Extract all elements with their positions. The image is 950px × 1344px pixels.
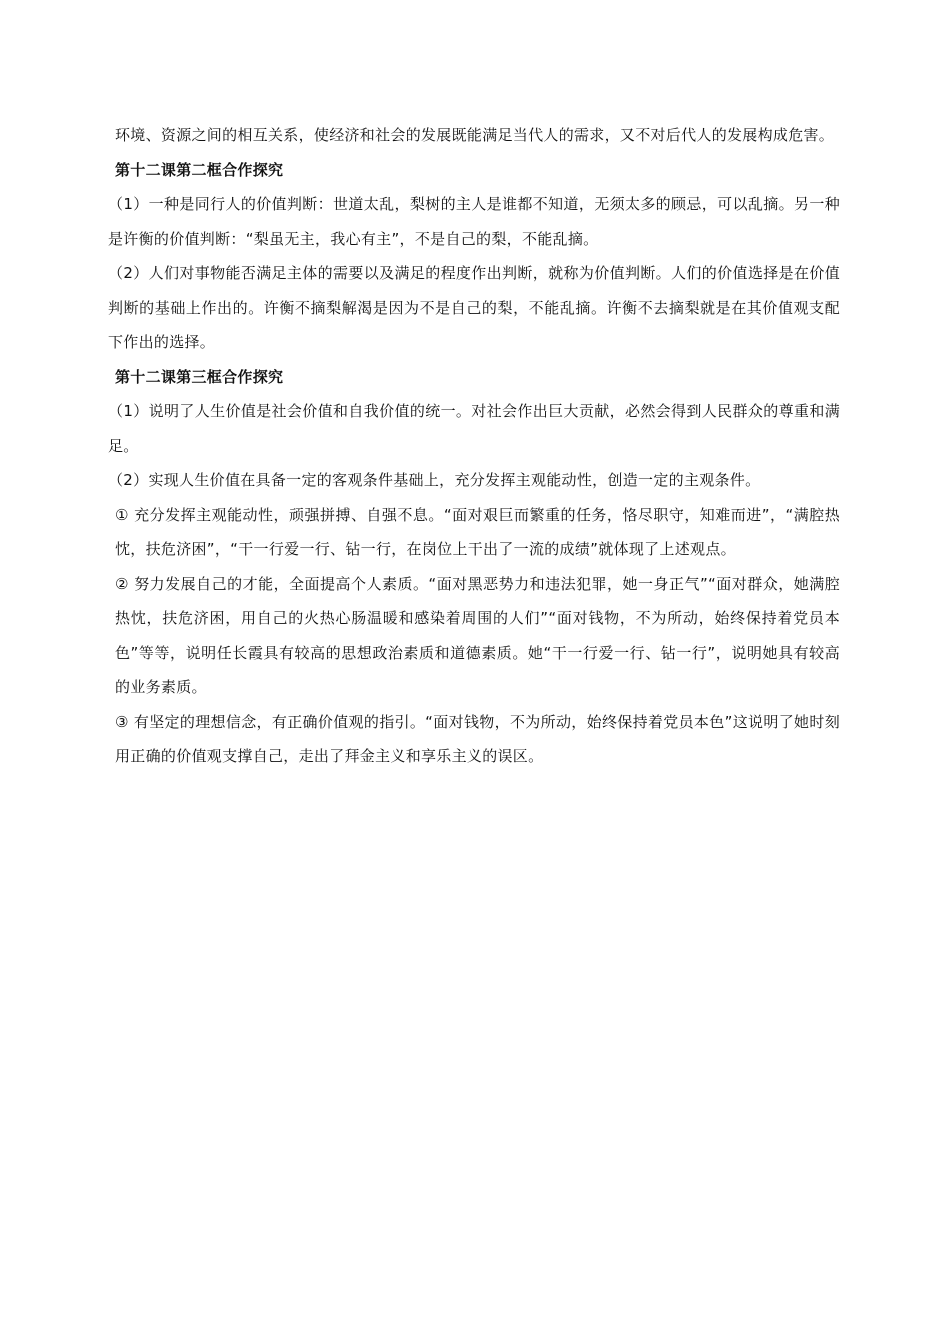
- section3-point-1: ① 充分发挥主观能动性，顽强拼搏、自强不息。“面对艰巨而繁重的任务，恪尽职守，知难而进”，“满腔热忱，扶危济困”，“干一行爱一行、钻一行，在岗位上干出了一流的成绩”就体现了上述观点。: [115, 505, 840, 558]
- section3-answer-1: （1）说明了人生价值是社会价值和自我价值的统一。对社会作出巨大贡献，必然会得到人民群众的尊重和满足。: [108, 402, 840, 455]
- section2-answer-1: （1）一种是同行人的价值判断：世道太乱，梨树的主人是谁都不知道，无须太多的顾忌，可以乱摘。另一种是许衡的价值判断：“梨虽无主，我心有主”，不是自己的梨，不能乱摘。: [108, 195, 840, 248]
- section-heading-lesson12-part3: 第十二课第三框合作探究: [115, 367, 284, 386]
- document-page: [108, 118, 840, 774]
- section3-point-2: ② 努力发展自己的才能，全面提高个人素质。“面对黑恶势力和违法犯罪，她一身正气”“面对群众，她满腔热忱，扶危济困，用自己的火热心肠温暖和感染着周围的人们”“面对钱物，不为所动，始终保持着党员本色”等等，说明任长霞具有较高的思想政治素质和道德素质。她“干一行爱一行、钻一行”，说明她具有较高的业务素质。: [115, 574, 840, 696]
- section3-answer-2: （2）实现人生价值在具备一定的客观条件基础上，充分发挥主观能动性，创造一定的主观条件。: [108, 471, 761, 489]
- section3-point-3: ③ 有坚定的理想信念，有正确价值观的指引。“面对钱物，不为所动，始终保持着党员本色”这说明了她时刻用正确的价值观支撑自己，走出了拜金主义和享乐主义的误区。: [115, 712, 840, 765]
- section2-answer-2: （2）人们对事物能否满足主体的需要以及满足的程度作出判断，就称为价值判断。人们的价值选择是在价值判断的基础上作出的。许衡不摘梨解渴是因为不是自己的梨，不能乱摘。许衡不去摘梨就是在其价值观支配下作出的选择。: [108, 264, 840, 351]
- section-heading-lesson12-part2: 第十二课第二框合作探究: [115, 160, 284, 179]
- intro-paragraph: 环境、资源之间的相互关系，使经济和社会的发展既能满足当代人的需求，又不对后代人的发展构成危害。: [115, 126, 835, 144]
